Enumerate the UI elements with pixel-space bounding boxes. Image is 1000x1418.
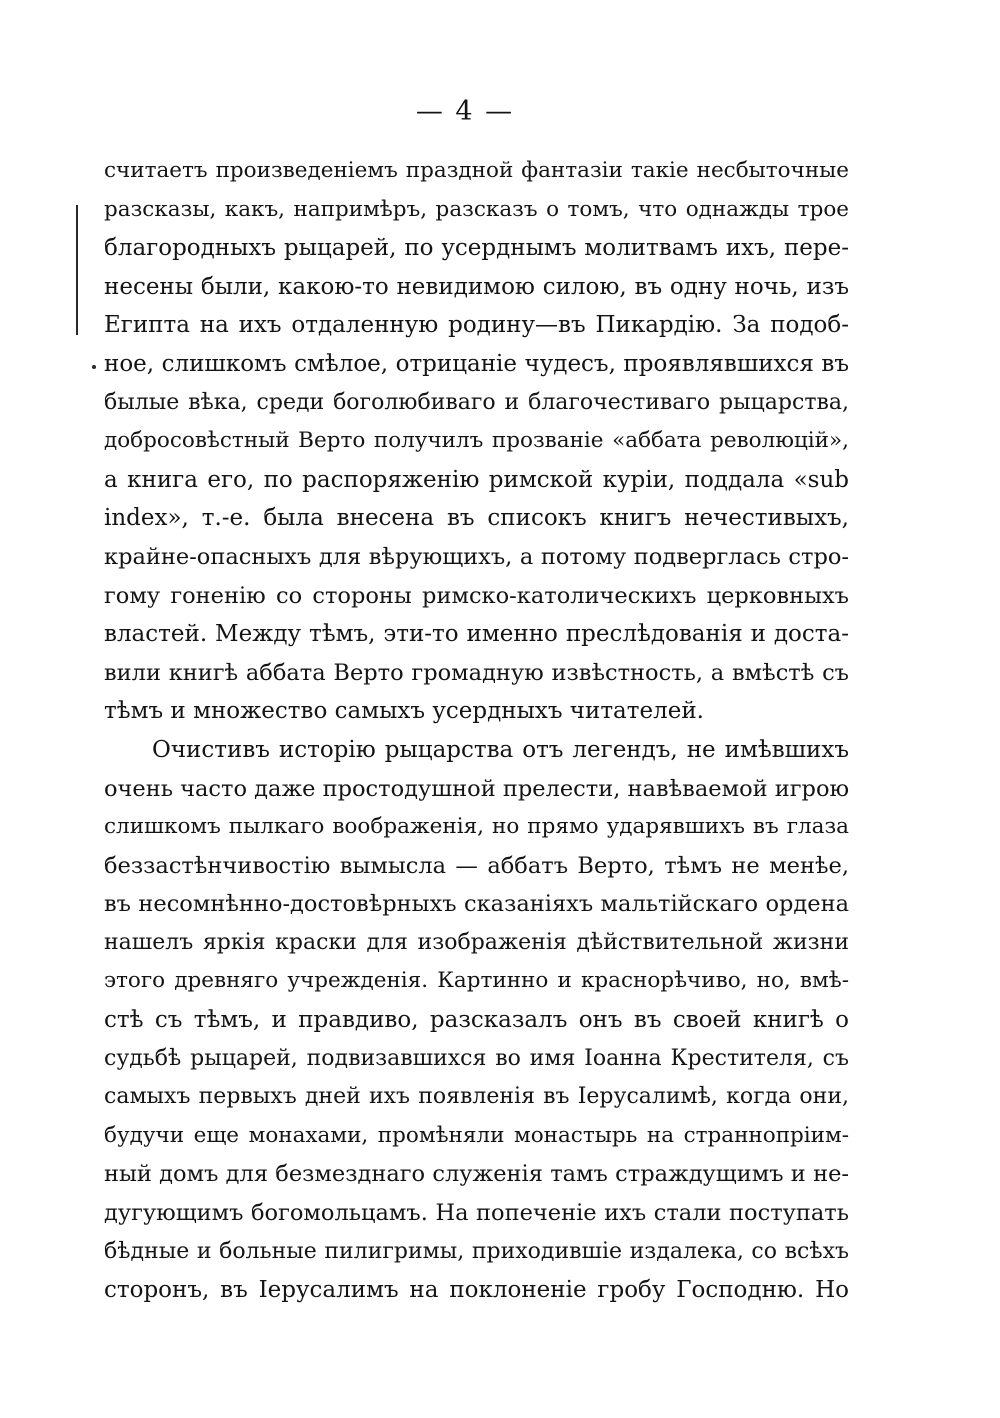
paragraph-start-line: Очистивъ исторію рыцарства отъ легендъ, не имѣвшихъ (152, 736, 849, 763)
text-line: нашелъ яркія краски для изображенія дѣйствительной жизни (104, 929, 849, 955)
text-line: самыхъ первыхъ дней ихъ появленія въ Іерусалимѣ, когда они, (104, 1084, 849, 1110)
text-line: въ несомнѣнно-достовѣрныхъ сказаніяхъ мальтійскаго ордена (104, 891, 849, 918)
text-line: стѣ съ тѣмъ, и правдиво, разсказалъ онъ въ своей книгѣ о (104, 1007, 849, 1034)
text-line: считаетъ произведеніемъ праздной фантазіи такіе несбыточные (104, 158, 849, 183)
text-line: тѣмъ и множество самыхъ усердныхъ читателей. (104, 698, 704, 725)
text-line: благородныхъ рыцарей, по усерднымъ молитвамъ ихъ, пере- (104, 235, 849, 262)
margin-pencil-mark (76, 205, 78, 335)
text-line: очень часто даже простодушной прелести, навѣваемой игрою (104, 775, 850, 802)
text-line: бѣдные и больные пилигримы, приходившіе издалека, со всѣхъ (104, 1238, 849, 1264)
text-line: былые вѣка, среди боголюбиваго и благочестиваго рыцарства, (104, 389, 849, 415)
text-line: несены были, какою-то невидимою силою, въ одну ночь, изъ (104, 273, 849, 300)
text-line: сторонъ, въ Іерусалимъ на поклоненіе гробу Господню. Но (104, 1277, 849, 1304)
margin-dot-mark (92, 365, 96, 369)
text-line: слишкомъ пылкаго воображенія, но прямо ударявшихъ въ глаза (104, 814, 849, 840)
text-line: дугующимъ богомольцамъ. На попеченіе ихъ стали поступать (104, 1200, 849, 1227)
text-line: ный домъ для безмезднаго служенія тамъ страждущимъ и не- (104, 1161, 849, 1188)
text-line: разсказы, какъ, напримѣръ, разсказъ о томъ, что однажды трое (104, 196, 849, 222)
text-line: а книга его, по распоряженію римской куріи, поддала «sub (104, 466, 849, 493)
body-text (104, 152, 849, 1310)
text-line: добросовѣстный Верто получилъ прозваніе «аббата революцій», (104, 428, 849, 454)
text-line: Египта на ихъ отдаленную родину—въ Пикардію. За подоб- (104, 312, 849, 339)
text-line: будучи еще монахами, промѣняли монастырь на страннопріим- (104, 1122, 849, 1148)
text-line: index», т.-е. была внесена въ списокъ книгъ нечестивыхъ, (104, 505, 849, 532)
text-line: властей. Между тѣмъ, эти-то именно преслѣдованія и доста- (104, 621, 849, 648)
page-number: — 4 — (415, 96, 515, 127)
text-line: вили книгѣ аббата Верто громадную извѣстность, а вмѣстѣ съ (104, 659, 849, 686)
text-line: гому гоненію со стороны римско-католическихъ церковныхъ (104, 582, 849, 609)
text-line: ное, слишкомъ смѣлое, отрицаніе чудесъ, проявлявшихся въ (104, 350, 849, 377)
text-line: беззастѣнчивостію вымысла — аббатъ Верто, тѣмъ не менѣе, (104, 852, 849, 879)
text-line: судьбѣ рыцарей, подвизавшихся во имя Іоанна Крестителя, съ (104, 1045, 849, 1071)
text-line: крайне-опасныхъ для вѣрующихъ, а потому подверглась стро- (104, 543, 849, 570)
text-line: этого древняго учрежденія. Картинно и краснорѣчиво, но, вмѣ- (104, 968, 849, 994)
